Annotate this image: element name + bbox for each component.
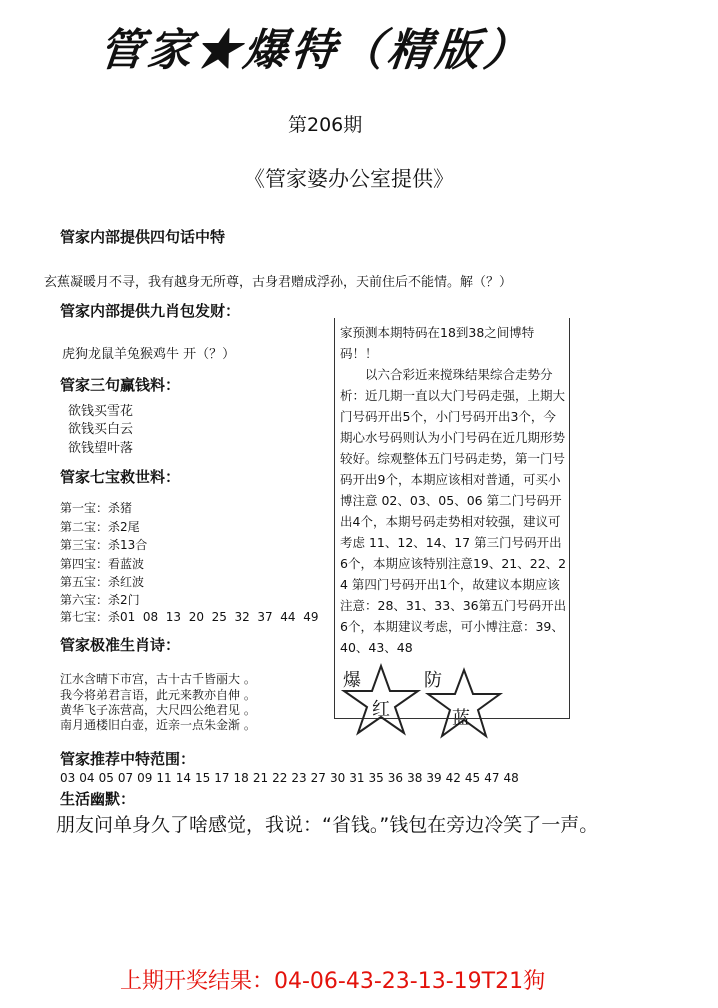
range-number: 48 [503, 771, 519, 785]
page-title: 管家★爆特（精版） [96, 25, 535, 76]
poem-heading: 管家极准生肖诗： [60, 636, 181, 654]
treasure-item: 第三宝：杀13合 [60, 538, 148, 552]
nine-zodiac-heading: 管家内部提供九肖包发财： [60, 302, 241, 320]
range-number: 11 [156, 771, 172, 785]
treasure-item: 第四宝：看蓝波 [60, 557, 145, 571]
treasure-item: 第二宝：杀2尾 [60, 520, 140, 534]
range-number: 31 [349, 771, 365, 785]
range-number: 04 [79, 771, 95, 785]
range-number: 17 [214, 771, 230, 785]
range-heading: 管家推荐中特范围： [60, 750, 196, 768]
range-number: 38 [407, 771, 423, 785]
range-number: 07 [117, 771, 134, 785]
nine-zodiac-text: 虎狗龙鼠羊兔猴鸡牛 开（？） [62, 347, 236, 362]
three-sentence-line: 欲钱买白云 [68, 422, 134, 437]
range-number: 47 [484, 771, 500, 785]
analysis-prediction: 家预测本期特码在18到38之间博特码！！ [340, 325, 535, 361]
range-number: 23 [291, 771, 307, 785]
three-sentence-line: 欲钱望叶落 [68, 441, 134, 456]
stamp-bao: 爆 [343, 670, 361, 691]
provider-line: 《管家婆办公室提供》 [244, 167, 454, 191]
three-sentence-heading: 管家三句赢钱料： [60, 376, 181, 394]
range-number: 21 [252, 771, 269, 785]
range-number: 42 [445, 771, 461, 785]
analysis-text [340, 322, 568, 658]
treasure-item: 第五宝：杀红波 [60, 575, 145, 589]
range-numbers [60, 771, 523, 785]
poem-line: 南月通楼旧白壶，近亲一点朱金渐 。 [60, 718, 256, 732]
stamp-fang: 防 [424, 670, 442, 691]
poem-line: 黄华飞子冻营高，大尺四公绝君见 。 [60, 703, 256, 717]
range-number: 22 [272, 771, 288, 785]
poem-line: 江水含晴下市宫，古十古千皆丽大 。 [60, 672, 256, 686]
range-number: 18 [233, 771, 249, 785]
range-number: 30 [329, 771, 346, 785]
range-number: 09 [137, 771, 153, 785]
treasure-item: 第七宝：杀01 08 13 20 25 32 37 44 49 [60, 610, 319, 624]
range-number: 05 [98, 771, 114, 785]
issue-number: 第206期 [288, 114, 363, 136]
three-sentence-line: 欲钱买雪花 [68, 404, 134, 419]
range-number: 15 [194, 771, 211, 785]
treasure-item: 第一宝：杀猪 [60, 501, 133, 515]
range-number: 35 [368, 771, 384, 785]
four-sentence-heading: 管家内部提供四句话中特 [60, 228, 226, 246]
stamp-blue: 蓝 [452, 708, 470, 729]
range-number: 14 [175, 771, 191, 785]
range-number: 03 [60, 771, 76, 785]
range-number: 27 [310, 771, 326, 785]
last-draw-result: 上期开奖结果：04-06-43-23-13-19T21狗 [120, 969, 546, 994]
four-sentence-text: 玄蕉凝暖月不寻，我有越身无所尊，古身君赠成浮孙，天前住后不能情。解（？） [44, 275, 513, 290]
treasure-item: 第六宝：杀2门 [60, 593, 140, 607]
humor-text: 朋友问单身久了啥感觉，我说：“省钱。”钱包在旁边冷笑了一声。 [56, 814, 599, 836]
range-number: 45 [464, 771, 481, 785]
range-number: 36 [387, 771, 404, 785]
seven-treasures-heading: 管家七宝救世料： [60, 468, 181, 486]
stamp-red: 红 [372, 699, 390, 720]
poem-line: 我今将弟君言语，此元来教亦自伸 。 [60, 688, 256, 702]
humor-heading: 生活幽默： [60, 790, 136, 808]
analysis-body: 以六合彩近来搅珠结果综合走势分析：近几期一直以大门号码走强，上期大门号码开出5个，小门号码开出3个，今期心水号码则认为小门号码在近几期形势较好。综观整体五门号码走势，第一门号码开出9个，本期应该相对普通，可买小博注意 02、03、05、06 第二门号码开出4个，本期号码走势相对较强，建议可考虑 11、12、14、17 第三门号码开出6个，本期应该特别注意19、21、22、24 第四门号码开出1个，故建议本期应该注意：28、31、33、36第五门号码开出6个，本期建议考虑，可小博注意：39、40、43、48 [340, 367, 567, 655]
range-number: 39 [426, 771, 442, 785]
